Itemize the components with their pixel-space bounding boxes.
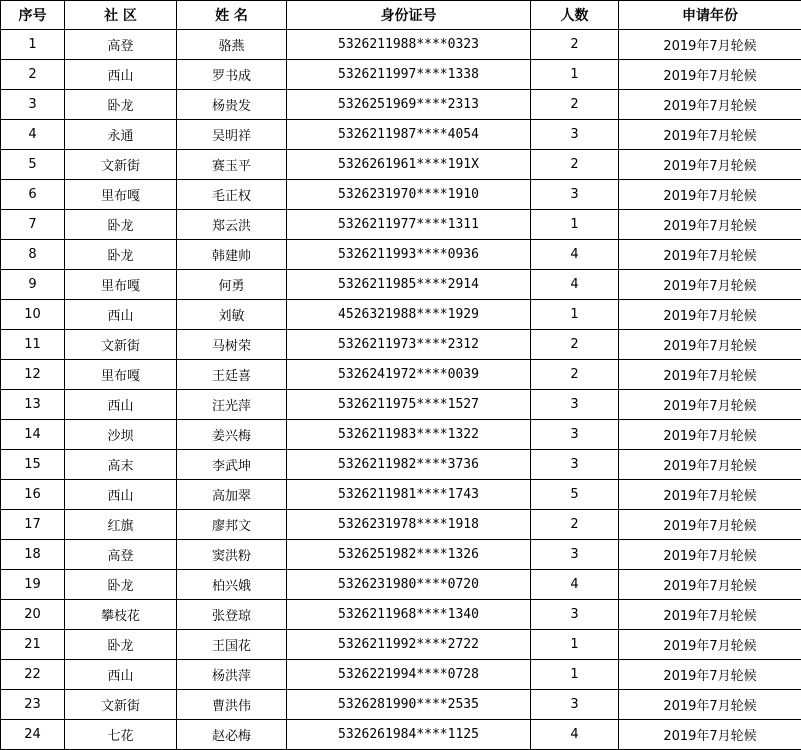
count-cell: 3 xyxy=(531,120,619,150)
name-cell: 韩建帅 xyxy=(177,240,287,270)
id-cell: 5326211985****2914 xyxy=(287,270,531,300)
seq-cell: 21 xyxy=(1,630,65,660)
table-row xyxy=(1,300,801,330)
id-cell: 5326211981****1743 xyxy=(287,480,531,510)
count-cell: 4 xyxy=(531,570,619,600)
count-cell: 4 xyxy=(531,240,619,270)
name-cell: 骆燕 xyxy=(177,30,287,60)
name-cell: 高加翠 xyxy=(177,480,287,510)
count-cell: 1 xyxy=(531,300,619,330)
name-cell: 曹洪伟 xyxy=(177,690,287,720)
seq-cell: 12 xyxy=(1,360,65,390)
count-cell: 2 xyxy=(531,330,619,360)
seq-cell: 15 xyxy=(1,450,65,480)
id-cell: 5326211997****1338 xyxy=(287,60,531,90)
table-row xyxy=(1,90,801,120)
community-cell: 卧龙 xyxy=(65,240,177,270)
seq-cell: 18 xyxy=(1,540,65,570)
count-cell: 4 xyxy=(531,270,619,300)
community-cell: 卧龙 xyxy=(65,630,177,660)
seq-cell: 22 xyxy=(1,660,65,690)
period-cell: 2019年7月轮候 xyxy=(619,660,801,690)
id-cell: 5326211987****4054 xyxy=(287,120,531,150)
id-cell: 4526321988****1929 xyxy=(287,300,531,330)
seq-cell: 1 xyxy=(1,30,65,60)
count-cell: 2 xyxy=(531,150,619,180)
header-row xyxy=(1,1,801,30)
count-cell: 3 xyxy=(531,180,619,210)
community-cell: 文新街 xyxy=(65,330,177,360)
name-cell: 杨贵发 xyxy=(177,90,287,120)
name-cell: 罗书成 xyxy=(177,60,287,90)
name-cell: 何勇 xyxy=(177,270,287,300)
id-cell: 5326261984****1125 xyxy=(287,720,531,750)
community-cell: 永通 xyxy=(65,120,177,150)
count-cell: 2 xyxy=(531,510,619,540)
id-cell: 5326211982****3736 xyxy=(287,450,531,480)
community-cell: 西山 xyxy=(65,660,177,690)
seq-cell: 4 xyxy=(1,120,65,150)
id-cell: 5326261961****191X xyxy=(287,150,531,180)
name-cell: 赵必梅 xyxy=(177,720,287,750)
name-cell: 杨洪萍 xyxy=(177,660,287,690)
count-cell: 1 xyxy=(531,60,619,90)
table-row xyxy=(1,390,801,420)
table-row xyxy=(1,600,801,630)
name-cell: 王国花 xyxy=(177,630,287,660)
community-cell: 西山 xyxy=(65,300,177,330)
count-cell: 1 xyxy=(531,210,619,240)
table-row xyxy=(1,330,801,360)
community-cell: 高末 xyxy=(65,450,177,480)
count-cell: 3 xyxy=(531,540,619,570)
header-name: 姓 名 xyxy=(177,1,287,30)
period-cell: 2019年7月轮候 xyxy=(619,90,801,120)
community-cell: 卧龙 xyxy=(65,90,177,120)
community-cell: 西山 xyxy=(65,60,177,90)
count-cell: 2 xyxy=(531,90,619,120)
table-row xyxy=(1,420,801,450)
community-cell: 西山 xyxy=(65,480,177,510)
name-cell: 窦洪粉 xyxy=(177,540,287,570)
community-cell: 文新街 xyxy=(65,150,177,180)
table-row xyxy=(1,540,801,570)
id-cell: 5326211993****0936 xyxy=(287,240,531,270)
community-cell: 攀枝花 xyxy=(65,600,177,630)
table-row xyxy=(1,690,801,720)
community-cell: 里布嘎 xyxy=(65,270,177,300)
count-cell: 3 xyxy=(531,600,619,630)
period-cell: 2019年7月轮候 xyxy=(619,600,801,630)
table-row xyxy=(1,240,801,270)
id-cell: 5326211977****1311 xyxy=(287,210,531,240)
id-cell: 5326241972****0039 xyxy=(287,360,531,390)
count-cell: 2 xyxy=(531,360,619,390)
id-cell: 5326231978****1918 xyxy=(287,510,531,540)
community-cell: 西山 xyxy=(65,390,177,420)
period-cell: 2019年7月轮候 xyxy=(619,450,801,480)
name-cell: 刘敏 xyxy=(177,300,287,330)
period-cell: 2019年7月轮候 xyxy=(619,570,801,600)
community-cell: 高登 xyxy=(65,540,177,570)
period-cell: 2019年7月轮候 xyxy=(619,480,801,510)
count-cell: 1 xyxy=(531,660,619,690)
seq-cell: 2 xyxy=(1,60,65,90)
community-cell: 高登 xyxy=(65,30,177,60)
period-cell: 2019年7月轮候 xyxy=(619,270,801,300)
seq-cell: 16 xyxy=(1,480,65,510)
count-cell: 4 xyxy=(531,720,619,750)
period-cell: 2019年7月轮候 xyxy=(619,510,801,540)
id-cell: 5326211992****2722 xyxy=(287,630,531,660)
seq-cell: 5 xyxy=(1,150,65,180)
id-cell: 5326211983****1322 xyxy=(287,420,531,450)
name-cell: 姜兴梅 xyxy=(177,420,287,450)
header-community: 社 区 xyxy=(65,1,177,30)
period-cell: 2019年7月轮候 xyxy=(619,720,801,750)
name-cell: 马树荣 xyxy=(177,330,287,360)
period-cell: 2019年7月轮候 xyxy=(619,30,801,60)
community-cell: 文新街 xyxy=(65,690,177,720)
count-cell: 3 xyxy=(531,690,619,720)
seq-cell: 8 xyxy=(1,240,65,270)
name-cell: 张登琼 xyxy=(177,600,287,630)
table-row xyxy=(1,270,801,300)
seq-cell: 17 xyxy=(1,510,65,540)
period-cell: 2019年7月轮候 xyxy=(619,180,801,210)
header-count: 人数 xyxy=(531,1,619,30)
count-cell: 5 xyxy=(531,480,619,510)
community-cell: 红旗 xyxy=(65,510,177,540)
community-cell: 卧龙 xyxy=(65,570,177,600)
name-cell: 毛正权 xyxy=(177,180,287,210)
table-row xyxy=(1,150,801,180)
header-seq: 序号 xyxy=(1,1,65,30)
community-cell: 沙坝 xyxy=(65,420,177,450)
period-cell: 2019年7月轮候 xyxy=(619,690,801,720)
table-row xyxy=(1,570,801,600)
period-cell: 2019年7月轮候 xyxy=(619,330,801,360)
seq-cell: 20 xyxy=(1,600,65,630)
count-cell: 1 xyxy=(531,630,619,660)
id-cell: 5326251969****2313 xyxy=(287,90,531,120)
id-cell: 5326221994****0728 xyxy=(287,660,531,690)
table-row xyxy=(1,720,801,750)
seq-cell: 13 xyxy=(1,390,65,420)
header-id-number: 身份证号 xyxy=(287,1,531,30)
period-cell: 2019年7月轮候 xyxy=(619,150,801,180)
name-cell: 郑云洪 xyxy=(177,210,287,240)
id-cell: 5326231970****1910 xyxy=(287,180,531,210)
seq-cell: 23 xyxy=(1,690,65,720)
period-cell: 2019年7月轮候 xyxy=(619,630,801,660)
id-cell: 5326211975****1527 xyxy=(287,390,531,420)
name-cell: 李武坤 xyxy=(177,450,287,480)
community-cell: 卧龙 xyxy=(65,210,177,240)
table-row xyxy=(1,660,801,690)
name-cell: 赛玉平 xyxy=(177,150,287,180)
count-cell: 3 xyxy=(531,420,619,450)
id-cell: 5326281990****2535 xyxy=(287,690,531,720)
table-row xyxy=(1,630,801,660)
header-apply-period: 申请年份 xyxy=(619,1,801,30)
id-cell: 5326231980****0720 xyxy=(287,570,531,600)
table-row xyxy=(1,360,801,390)
period-cell: 2019年7月轮候 xyxy=(619,420,801,450)
seq-cell: 6 xyxy=(1,180,65,210)
community-cell: 七花 xyxy=(65,720,177,750)
community-cell: 里布嘎 xyxy=(65,360,177,390)
period-cell: 2019年7月轮候 xyxy=(619,360,801,390)
seq-cell: 11 xyxy=(1,330,65,360)
period-cell: 2019年7月轮候 xyxy=(619,390,801,420)
period-cell: 2019年7月轮候 xyxy=(619,240,801,270)
period-cell: 2019年7月轮候 xyxy=(619,540,801,570)
name-cell: 王廷喜 xyxy=(177,360,287,390)
table-row xyxy=(1,30,801,60)
seq-cell: 19 xyxy=(1,570,65,600)
community-cell: 里布嘎 xyxy=(65,180,177,210)
table-row xyxy=(1,120,801,150)
seq-cell: 3 xyxy=(1,90,65,120)
name-cell: 吴明祥 xyxy=(177,120,287,150)
period-cell: 2019年7月轮候 xyxy=(619,60,801,90)
table-row xyxy=(1,60,801,90)
seq-cell: 14 xyxy=(1,420,65,450)
period-cell: 2019年7月轮候 xyxy=(619,120,801,150)
seq-cell: 7 xyxy=(1,210,65,240)
seq-cell: 10 xyxy=(1,300,65,330)
period-cell: 2019年7月轮候 xyxy=(619,300,801,330)
table-row xyxy=(1,480,801,510)
seq-cell: 24 xyxy=(1,720,65,750)
id-cell: 5326251982****1326 xyxy=(287,540,531,570)
count-cell: 3 xyxy=(531,390,619,420)
name-cell: 汪光萍 xyxy=(177,390,287,420)
table-body xyxy=(1,30,801,750)
table-row xyxy=(1,450,801,480)
table-row xyxy=(1,210,801,240)
period-cell: 2019年7月轮候 xyxy=(619,210,801,240)
seq-cell: 9 xyxy=(1,270,65,300)
id-cell: 5326211988****0323 xyxy=(287,30,531,60)
count-cell: 2 xyxy=(531,30,619,60)
count-cell: 3 xyxy=(531,450,619,480)
id-cell: 5326211973****2312 xyxy=(287,330,531,360)
name-cell: 廖邦文 xyxy=(177,510,287,540)
table-row xyxy=(1,510,801,540)
table-row xyxy=(1,180,801,210)
name-cell: 柏兴娥 xyxy=(177,570,287,600)
id-cell: 5326211968****1340 xyxy=(287,600,531,630)
